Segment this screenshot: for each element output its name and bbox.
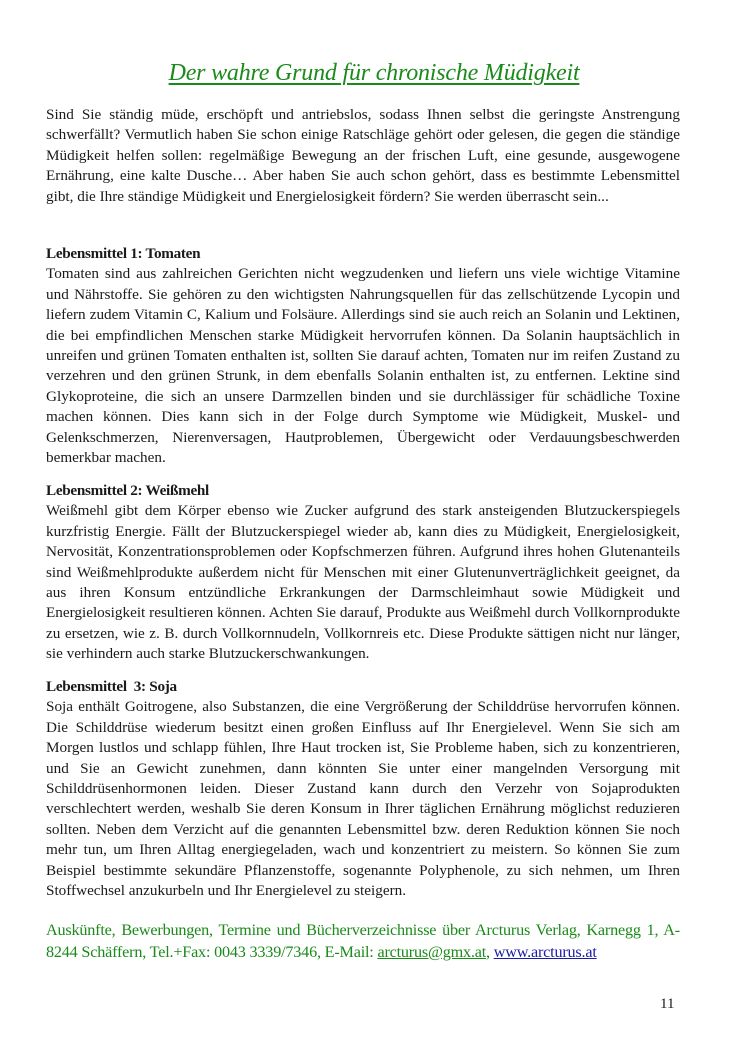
section-weissmehl — [46, 481, 680, 665]
section-heading-tomaten: Lebensmittel 1: Tomaten — [46, 245, 201, 262]
section-text-tomaten: Tomaten sind aus zahlreichen Gerichten nicht wegzudenken und liefern uns viele wichtige Vitamine und Nährstoffe. Sie gehören zu den wichtigsten Nahrungsquellen für das zellschützende Lycopin und liefern zudem Vitamin C, Kalium und Folsäure. Allerdings sind sie auch reich an Solanin und Lektinen, die bei empfindlichen Menschen starke Müdigkeit hervorrufen können. Da Solanin hauptsächlich in unreifen und grünen Tomaten enthalten ist, sollten Sie darauf achten, Tomaten nur im reifen Zustand zu verzehren und den grünen Strunk, in dem ebenfalls Solanin enthalten ist, zu entfernen. Lektine sind Glykoproteine, die sich an unsere Darmzellen binden und sie durchlässiger für schädliche Toxine machen können. Dies kann sich in der Folge durch Symptome wie Müdigkeit, Muskel- und Gelenkschmerzen, Nierenversagen, Hautproblemen, Übergewicht oder Verdauungsbeschwerden bemerkbar machen. — [46, 265, 680, 467]
intro-section — [46, 105, 680, 207]
intro-paragraph: Sind Sie ständig müde, erschöpft und antriebslos, sodass Ihnen selbst die geringste Anstrengung schwerfällt? Vermutlich haben Sie schon einige Ratschläge gehört oder gelesen, die gegen die ständige Müdigkeit helfen sollen: regelmäßige Bewegung an der frischen Luft, eine gesunde, ausgewogene Ernährung, eine kalte Dusche… Aber haben Sie auch schon gehört, dass es bestimmte Lebensmittel gibt, die Ihre ständige Müdigkeit und Energielosigkeit fördern? Sie werden überrascht sein... — [46, 106, 680, 205]
contact-text: Auskünfte, Bewerbungen, Termine und Bücherverzeichnisse über Arcturus Verlag, Karnegg 1, A-8244 Schäffern, Tel.+Fax: 0043 3339/7346, E-Mail: — [46, 921, 680, 961]
publisher-contact — [46, 919, 680, 963]
page-title: Der wahre Grund für chronische Müdigkeit — [168, 60, 580, 86]
section-tomaten — [46, 244, 680, 468]
website-link[interactable]: www.arcturus.at — [493, 943, 597, 961]
email-link[interactable]: arcturus@gmx.at — [377, 943, 487, 961]
contact-separator: , — [486, 943, 494, 961]
section-heading-soja: Lebensmittel 3: Soja — [46, 678, 177, 695]
section-soja — [46, 677, 680, 901]
section-heading-weissmehl: Lebensmittel 2: Weißmehl — [46, 482, 209, 499]
page-number: 11 — [660, 996, 675, 1012]
section-text-weissmehl: Weißmehl gibt dem Körper ebenso wie Zucker aufgrund des stark ansteigenden Blutzuckerspiegels kurzfristig Energie. Fällt der Blutzuckerspiegel wieder ab, kann dies zu Müdigkeit, Energielosigkeit, Nervosität, Konzentrationsproblemen oder Kopfschmerzen führen. Aufgrund ihres hohen Glutenanteils sind Weißmehlprodukte außerdem nicht für Menschen mit einer Glutenunverträglichkeit geeignet, da aus ihren Konsum entzündliche Erkrankungen der Darmschleimhaut sowie Müdigkeit und Energielosigkeit resultieren können. Achten Sie darauf, Produkte aus Weißmehl durch Vollkornprodukte zu ersetzen, wie z. B. durch Vollkornnudeln, Vollkornreis etc. Diese Produkte sättigen nicht nur länger, sie verhindern auch starke Blutzuckerschwankungen. — [46, 502, 680, 663]
section-text-soja: Soja enthält Goitrogene, also Substanzen, die eine Vergrößerung der Schilddrüse hervorrufen können. Die Schilddrüse wiederum besitzt einen großen Einfluss auf Ihr Energielevel. Wenn Sie sich am Morgen lustlos und schlapp fühlen, Ihre Haut trocken ist, Sie Probleme haben, sich zu konzentrieren, und Sie an Gewicht zunehmen, dann könnten Sie unter einer mangelnden Versorgung mit Schilddrüsenhormonen leiden. Dieser Zustand kann durch den Verzehr von Sojaprodukten verschlechtert werden, weshalb Sie deren Konsum in Ihrer täglichen Ernährung möglichst reduzieren sollten. Neben dem Verzicht auf die genannten Lebensmittel bzw. deren Reduktion können Sie noch mehr tun, um Ihren Alltag energiegeladen, wach und konzentriert zu meistern. So können Sie zum Beispiel bestimmte sekundäre Pflanzenstoffe, sogenannte Polyphenole, zu sich nehmen, um Ihren Stoffwechsel anzukurbeln und Ihr Energielevel zu steigern. — [46, 698, 680, 900]
